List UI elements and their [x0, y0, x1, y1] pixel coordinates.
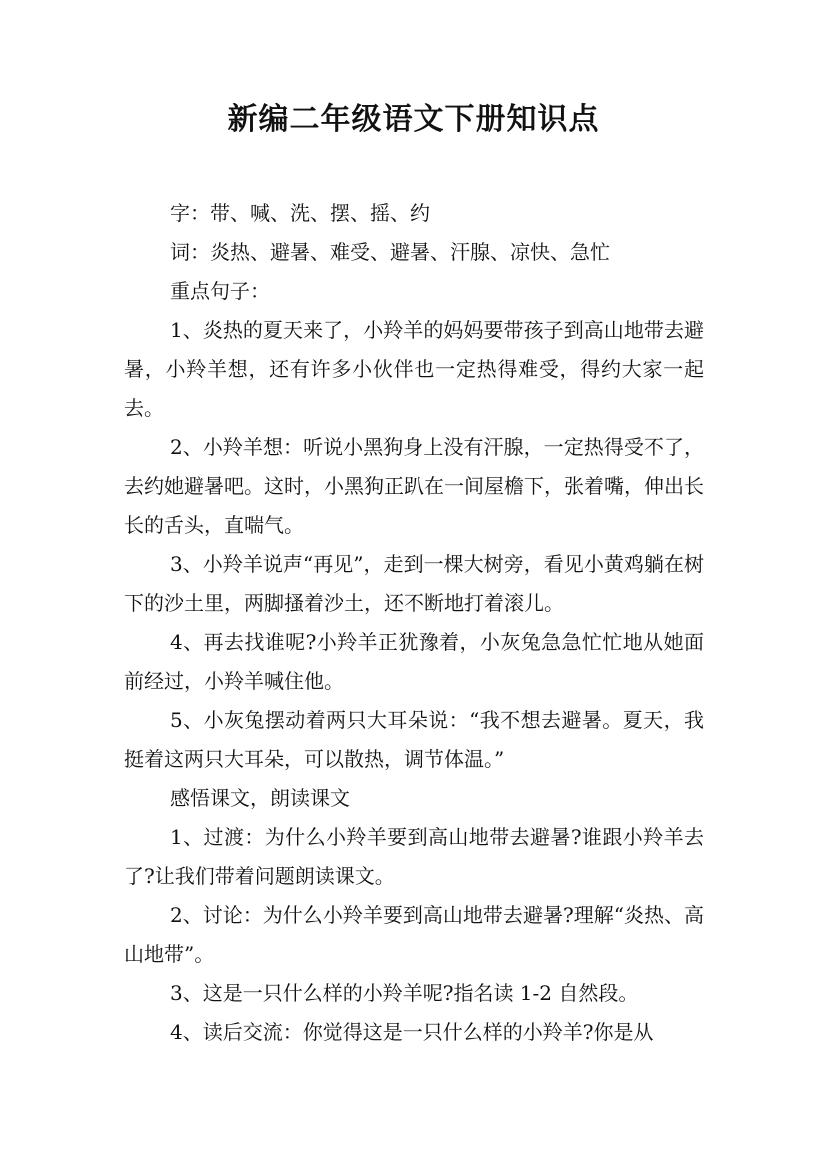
paragraph-sentence-4: 4、再去找谁呢?小羚羊正犹豫着，小灰兔急急忙忙地从她面前经过，小羚羊喊住他。: [124, 630, 704, 693]
paragraph-sentence-2: 2、小羚羊想：听说小黑狗身上没有汗腺，一定热得受不了，去约她避暑吧。这时，小黑狗正趴在一间屋檐下，张着嘴，伸出长长的舌头，直喘气。: [124, 435, 704, 537]
paragraph-sentence-5: 5、小灰兔摆动着两只大耳朵说：“我不想去避暑。夏天，我挺着这两只大耳朵，可以散热，调节体温。”: [124, 708, 704, 771]
paragraph-sentence-3: 3、小羚羊说声“再见”，走到一棵大树旁，看见小黄鸡躺在树下的沙土里，两脚搔着沙土，还不断地打着滚儿。: [124, 552, 704, 615]
paragraph-sentence-1: 1、炎热的夏天来了，小羚羊的妈妈要带孩子到高山地带去避暑，小羚羊想，还有许多小伙伴也一定热得难受，得约大家一起去。: [124, 318, 704, 420]
paragraph-step-2: 2、讨论：为什么小羚羊要到高山地带去避暑?理解“炎热、高山地带”。: [124, 903, 704, 966]
paragraph-key-sentences-heading: 重点句子：: [170, 279, 270, 303]
document-body: [124, 194, 704, 1052]
paragraph-step-1: 1、过渡：为什么小羚羊要到高山地带去避暑?谁跟小羚羊去了?让我们带着问题朗读课文。: [124, 825, 704, 888]
paragraph-words: 词：炎热、避暑、难受、避暑、汗腺、凉快、急忙: [170, 240, 610, 264]
paragraph-characters: 字：带、喊、洗、摆、摇、约: [170, 201, 430, 225]
paragraph-step-4: 4、读后交流：你觉得这是一只什么样的小羚羊?你是从: [170, 1020, 654, 1044]
paragraph-section-heading: 感悟课文，朗读课文: [170, 786, 350, 810]
paragraph-step-3: 3、这是一只什么样的小羚羊呢?指名读 1-2 自然段。: [170, 981, 639, 1005]
document-title: 新编二年级语文下册知识点: [227, 102, 600, 137]
